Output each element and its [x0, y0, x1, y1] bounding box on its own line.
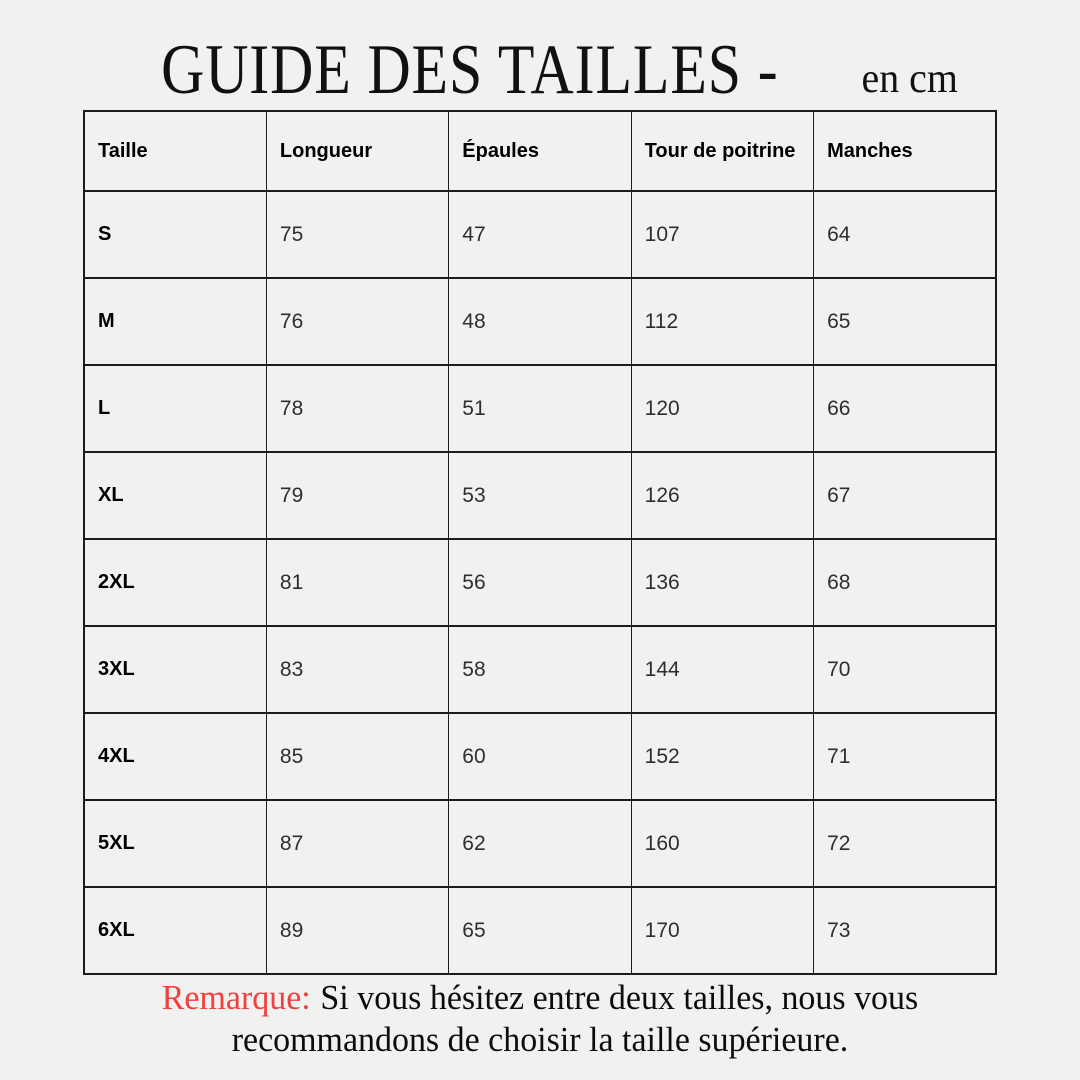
table-row-4xl — [84, 713, 996, 800]
value-cell: 126 — [631, 452, 813, 539]
value-cell: 47 — [449, 191, 631, 278]
value-cell: 75 — [266, 191, 448, 278]
table-row-s — [84, 191, 996, 278]
value-cell: 144 — [631, 626, 813, 713]
page-title-main: GUIDE DES TAILLES - — [161, 29, 779, 109]
note — [16, 977, 1064, 1061]
value-cell: 60 — [449, 713, 631, 800]
size-label-cell: S — [84, 191, 266, 278]
note-text-1: Si vous hésitez entre deux tailles, nous vous — [320, 978, 919, 1017]
table-row-5xl — [84, 800, 996, 887]
value-cell: 65 — [814, 278, 996, 365]
size-label-cell: 2XL — [84, 539, 266, 626]
value-cell: 64 — [814, 191, 996, 278]
value-cell: 112 — [631, 278, 813, 365]
value-cell: 136 — [631, 539, 813, 626]
note-label: Remarque: — [161, 978, 311, 1017]
value-cell: 66 — [814, 365, 996, 452]
value-cell: 56 — [449, 539, 631, 626]
value-cell: 87 — [266, 800, 448, 887]
value-cell: 73 — [814, 887, 996, 974]
col-header-longueur: Longueur — [266, 111, 448, 191]
col-header-taille: Taille — [84, 111, 266, 191]
size-guide-table — [83, 110, 997, 975]
table-row-m — [84, 278, 996, 365]
value-cell: 58 — [449, 626, 631, 713]
note-line-2: recommandons de choisir la taille supérieure. — [231, 1020, 849, 1059]
value-cell: 89 — [266, 887, 448, 974]
value-cell: 83 — [266, 626, 448, 713]
value-cell: 51 — [449, 365, 631, 452]
size-label-cell: M — [84, 278, 266, 365]
value-cell: 53 — [449, 452, 631, 539]
value-cell: 67 — [814, 452, 996, 539]
page-title — [0, 30, 1080, 109]
value-cell: 62 — [449, 800, 631, 887]
value-cell: 81 — [266, 539, 448, 626]
size-label-cell: 6XL — [84, 887, 266, 974]
value-cell: 107 — [631, 191, 813, 278]
size-label-cell: L — [84, 365, 266, 452]
col-header-epaules: Épaules — [449, 111, 631, 191]
col-header-manches: Manches — [814, 111, 996, 191]
value-cell: 160 — [631, 800, 813, 887]
value-cell: 71 — [814, 713, 996, 800]
size-label-cell: 3XL — [84, 626, 266, 713]
table-row-6xl — [84, 887, 996, 974]
value-cell: 65 — [449, 887, 631, 974]
note-line-1 — [16, 977, 1064, 1019]
size-label-cell: 4XL — [84, 713, 266, 800]
value-cell: 78 — [266, 365, 448, 452]
table-header-row — [84, 111, 996, 191]
value-cell: 70 — [814, 626, 996, 713]
size-label-cell: 5XL — [84, 800, 266, 887]
table-row-l — [84, 365, 996, 452]
value-cell: 152 — [631, 713, 813, 800]
value-cell: 120 — [631, 365, 813, 452]
value-cell: 170 — [631, 887, 813, 974]
size-label-cell: XL — [84, 452, 266, 539]
value-cell: 48 — [449, 278, 631, 365]
value-cell: 85 — [266, 713, 448, 800]
page-title-unit: en cm — [861, 56, 959, 102]
value-cell: 76 — [266, 278, 448, 365]
value-cell: 68 — [814, 539, 996, 626]
table-row-xl — [84, 452, 996, 539]
value-cell: 79 — [266, 452, 448, 539]
table-row-3xl — [84, 626, 996, 713]
value-cell: 72 — [814, 800, 996, 887]
table-row-2xl — [84, 539, 996, 626]
col-header-tour-de-poitrine: Tour de poitrine — [631, 111, 813, 191]
